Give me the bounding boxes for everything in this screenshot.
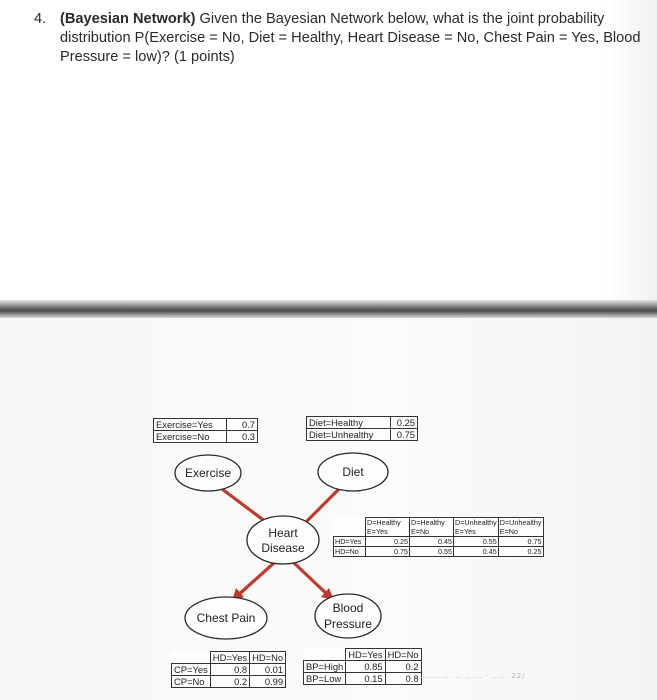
edge-heart-bloodpressure (293, 562, 330, 597)
cpt-row-label: HD=Yes (334, 537, 366, 547)
cpt-value: 0.25 (366, 537, 410, 547)
cpt-value: 0.75 (391, 429, 418, 441)
blurred-footer-text: ………… … …… · …… 22/ (420, 672, 526, 680)
cpt-col-header: HD=No (385, 649, 421, 661)
node-heart-disease (247, 516, 319, 564)
node-heart-disease-label-2: Disease (261, 541, 305, 555)
table-row (304, 673, 422, 685)
node-diet-label: Diet (342, 465, 364, 479)
cpt-row-label: HD=No (334, 547, 366, 557)
node-blood-pressure-label-1: Blood (332, 601, 364, 615)
cpt-blood-pressure-table (303, 648, 422, 685)
table-header-row (334, 518, 544, 537)
cpt-col-header: HD=Yes (346, 649, 385, 661)
cpt-value: 0.75 (366, 547, 410, 557)
question-title: (Bayesian Network) (60, 11, 196, 27)
cpt-value: 0.55 (454, 537, 499, 547)
cpt-value: 0.8 (210, 664, 249, 676)
node-chest-pain-label: Chest Pain (196, 611, 256, 625)
cpt-row-label: CP=No (172, 676, 211, 688)
table-row (304, 661, 422, 673)
cpt-row-label: Diet=Healthy (307, 417, 391, 429)
cpt-row-label: Exercise=Yes (154, 419, 227, 431)
table-header-row (304, 649, 422, 661)
table-row (334, 537, 544, 547)
table-row (172, 664, 286, 676)
cpt-col-header: HD=Yes (210, 652, 249, 664)
cpt-value: 0.85 (346, 661, 385, 673)
table-row (307, 429, 418, 441)
cpt-row-label: Diet=Unhealthy (307, 429, 391, 441)
table-row (172, 676, 286, 688)
cpt-exercise-table (153, 418, 258, 443)
cpt-value: 0.45 (410, 537, 454, 547)
table-header-row (172, 652, 286, 664)
node-heart-disease-label-1: Heart (268, 526, 298, 540)
cpt-row-label: BP=Low (304, 673, 346, 685)
cpt-col-header: D=Unhealthy E=Yes (455, 518, 497, 536)
question-text: Given the Bayesian Network below, what is the joint probability distribution P(Exercise = No, Diet = Healthy, Heart Disease = No, Chest Pain = Yes, Blood Pressure = low)? (1 points) (60, 11, 641, 65)
table-row (154, 431, 258, 443)
cpt-value: 0.55 (410, 547, 454, 557)
cpt-value: 0.3 (227, 431, 258, 443)
cpt-value: 0.25 (391, 417, 418, 429)
cpt-value: 0.15 (346, 673, 385, 685)
cpt-heart-disease-table (333, 517, 544, 557)
node-blood-pressure-label-2: Pressure (323, 617, 373, 631)
cpt-value: 0.25 (498, 547, 543, 557)
cpt-value: 0.99 (250, 676, 286, 688)
cpt-row-label: BP=High (304, 661, 346, 673)
cpt-row-label: Exercise=No (154, 431, 227, 443)
table-row (334, 547, 544, 557)
cpt-value: 0.01 (250, 664, 286, 676)
question-number: 4. (34, 11, 47, 27)
edge-heart-chestpain (236, 562, 275, 597)
table-row (154, 419, 258, 431)
cpt-corner-cell (334, 518, 366, 537)
cpt-col-header: HD=No (250, 652, 286, 664)
cpt-value: 0.7 (227, 419, 258, 431)
cpt-value: 0.2 (210, 676, 249, 688)
cpt-col-header: D=Healthy E=Yes (366, 518, 410, 537)
cpt-corner-cell (172, 652, 211, 664)
cpt-value: 0.2 (385, 661, 421, 673)
cpt-value: 0.75 (498, 537, 543, 547)
cpt-value: 0.45 (454, 547, 499, 557)
cpt-chest-pain-table (171, 651, 286, 688)
cpt-row-label: CP=Yes (172, 664, 211, 676)
cpt-col-header: D=Healthy E=No (410, 518, 454, 537)
table-row (307, 417, 418, 429)
cpt-corner-cell (304, 649, 346, 661)
cpt-value: 0.8 (385, 673, 421, 685)
cpt-col-header: D=Unhealthy E=No (499, 518, 542, 536)
cpt-diet-table (306, 416, 418, 441)
node-exercise-label: Exercise (184, 466, 232, 480)
